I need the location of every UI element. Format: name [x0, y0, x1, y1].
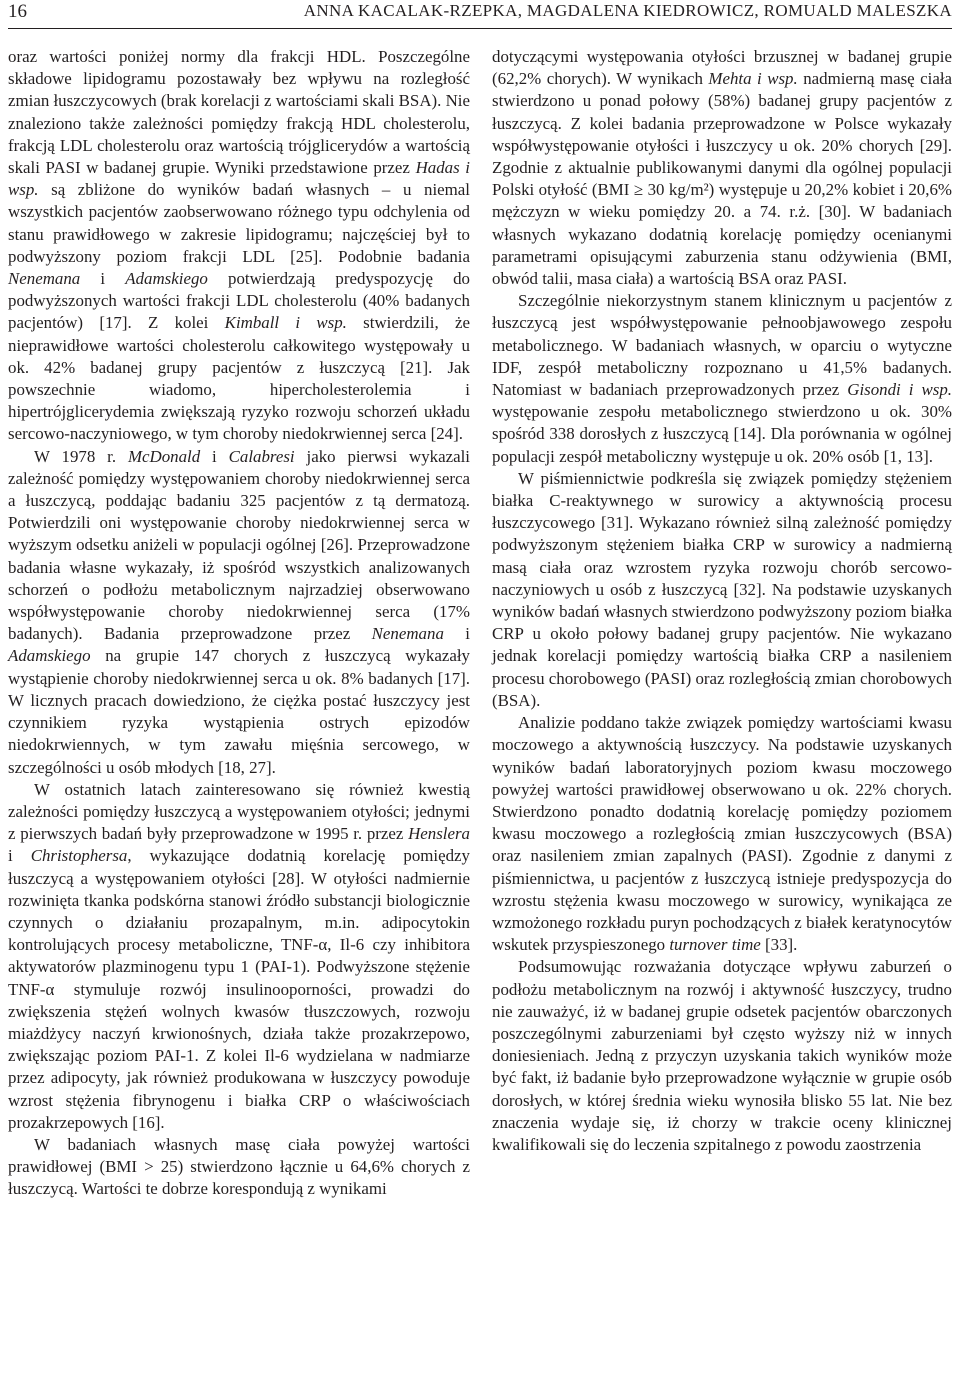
- paragraph: W piśmiennictwie podkreśla się związek pomiędzy stężeniem białka C-reaktywnego w surowicy a aktywnością procesu łuszczycowego [31]. Wykazano również silną zależność pomiędzy podwyższonym stężeniem białka CRP w surowicy a nadmierną masą ciała oraz wzrostem ryzyka rozwoju chorób sercowo-naczyniowych u osób z łuszczycą [32]. Na podstawie uzyskanych wyników badań własnych stwierdzono podwyższony poziom białka CRP u około połowy badanej grupy pacjentów. Nie wykazano jednak korelacji pomiędzy wartością białka CRP a nasileniem procesu chorobowego (PASI) oraz rozległością zmian chorobowych (BSA).: [492, 468, 952, 710]
- page-header: [8, 0, 952, 30]
- paragraph: W ostatnich latach zainteresowano się również kwestią zależności pomiędzy łuszczycą a występowaniem otyłości; jednymi z pierwszych badań były przeprowadzone w 1995 r. przez Henslera i Christophersa, wykazujące dodatnią korelację pomiędzy łuszczycą a występowaniem otyłości [28]. W otyłości nadmiernie rozwinięta tkanka podskórna stanowi źródło substancji biologicznie czynnych o działaniu prozapalnym, m.in. adipocytokin kontrolujących procesy metaboliczne, TNF-α, Il-6 czy inhibitora aktywatorów plazminogenu typu 1 (PAI-1). Podwyższone stężenie TNF-α stymuluje rozwój insulinooporności, prowadzi do zwiększenia stężeń wolnych kwasów tłuszczowych, rozwoju miażdżycy naczyń krwionośnych, działa także prozakrzepowo, zwiększając poziom PAI-1. Z kolei Il-6 wydzielana w nadmiarze przez adipocyty, jak również produkowana w łuszczycy powoduje wzrost stężenia fibrynogenu i białka CRP o właściwościach prozakrzepowych [16].: [8, 779, 470, 1132]
- paragraph: W badaniach własnych masę ciała powyżej wartości prawidłowej (BMI > 25) stwierdzono łącznie u 64,6% chorych z łuszczycą. Wartości te dobrze korespondują z wynikami: [8, 1134, 470, 1199]
- running-head: ANNA KACALAK-RZEPKA, MAGDALENA KIEDROWICZ, ROMUALD MALESZKA: [303, 1, 952, 20]
- paragraph: oraz wartości poniżej normy dla frakcji HDL. Poszczególne składowe lipidogramu pozostawały bez wpływu na rozległość zmian łuszczycowych (brak korelacji z wartościami skali BSA). Nie znaleziono także zależności pomiędzy frakcją HDL cholesterolu, frakcją LDL cholesterolu oraz wartością trójglicerydów a wartością skali PASI w badanej grupie. Wyniki przedstawione przez Hadas i wsp. są zbliżone do wyników badań własnych – u niemal wszystkich pacjentów zaobserwowano różnego typu odchylenia od stanu prawidłowego w zakresie lipidogramu; najczęściej był to podwyższony poziom frakcji LDL [25]. Podobnie badania Nenemana i Adamskiego potwierdzają predyspozycję do podwyższonych wartości frakcji LDL cholesterolu (40% badanych pacjentów) [17]. Z kolei Kimball i wsp. stwierdzili, że nieprawidłowe wartości cholesterolu całkowitego występowały u ok. 42% badanej grupy pacjentów z łuszczycą [21]. Jak powszechnie wiadomo, hipercholesterolemia i hipertrójglicerydemia zwiększają ryzyko rozwoju schorzeń układu sercowo-naczyniowego, w tym choroby niedokrwiennej serca [24].: [8, 47, 470, 444]
- paragraph: Szczególnie niekorzystnym stanem klinicznym u pacjentów z łuszczycą jest współwystępowanie pełnoobjawowego zespołu metabolicznego. W badaniach własnych, w oparciu o wytyczne IDF, zespół metaboliczny rozpoznano u 41,5% badanych. Natomiast w badaniach przeprowadzonych przez Gisondi i wsp. występowanie zespołu metabolicznego stwierdzono u ok. 30% spośród 338 dorosłych z łuszczycą [14]. Dla porównania w ogólnej populacji zespół metaboliczny występuje u ok. 20% osób [1, 13].: [492, 291, 952, 466]
- left-column: [8, 46, 470, 1201]
- header-rule: [8, 28, 952, 29]
- paragraph: dotyczącymi występowania otyłości brzusznej w badanej grupie (62,2% chorych). W wynikach Mehta i wsp. nadmierną masę ciała stwierdzono u ponad połowy (58%) badanej grupy pacjentów z łuszczycą. Z kolei badania przeprowadzone w Polsce wykazały współwystępowanie otyłości i łuszczycy u ok. 20% chorych [29]. Zgodnie z aktualnie publikowanymi danymi dla ogólnej populacji Polski otyłość (BMI ≥ 30 kg/m²) występuje u 20,2% kobiet i 20,6% mężczyzn w wieku pomiędzy 20. a 74. r.ż. [30]. W badaniach własnych wykazano dodatnią korelację pomiędzy ocenianymi parametrami opisującymi zaburzenia stanu odżywienia (BMI, obwód talii, masa ciała) a wartością BSA oraz PASI.: [492, 47, 953, 289]
- paragraph: W 1978 r. McDonald i Calabresi jako pierwsi wykazali zależność pomiędzy występowaniem choroby niedokrwiennej serca a łuszczycą, poddając badaniu 325 pacjentów z tą dermatozą. Potwierdzili oni występowanie choroby niedokrwiennej serca w wyższym odsetku aniżeli w populacji ogólnej [26]. Przeprowadzone badania własne wykazały, iż spośród wszystkich analizowanych schorzeń o podłożu metabolicznym najrzadziej obserwowano współwystępowanie choroby niedokrwiennej serca (17% badanych). Badania przeprowadzone przez Nenemana i Adamskiego na grupie 147 chorych z łuszczycą wykazały wystąpienie choroby niedokrwiennej serca u ok. 8% badanych [17]. W licznych pracach dowiedziono, że ciężka postać łuszczycy jest czynnikiem ryzyka wystąpienia ostrych epizodów niedokrwiennych, w tym zawału mięśnia sercowego, w szczególności u osób młodych [18, 27].: [8, 446, 471, 777]
- paragraph: Analizie poddano także związek pomiędzy wartościami kwasu moczowego a aktywnością łuszczycy. Na podstawie uzyskanych wyników badań laboratoryjnych poziom kwasu moczowego powyżej wartości prawidłowej obserwowano u ok. 22% chorych. Stwierdzono ponadto dodatnią korelację pomiędzy poziomem kwasu moczowego a rozległością zmian łuszczycowych (BSA) oraz nasileniem zmian zapalnych (PASI). Zgodnie z danymi z piśmiennictwa, u pacjentów z łuszczycą istnieje predyspozycja do wzrostu stężenia kwasu moczowego w surowicy, wynikająca ze wzmożonego rozkładu puryn pochodzących z białek keratynocytów wskutek przyspieszonego turnover time [33].: [492, 713, 952, 955]
- right-column: [492, 46, 952, 1156]
- paragraph: Podsumowując rozważania dotyczące wpływu zaburzeń o podłożu metabolicznym na rozwój i aktywność łuszczycy, trudno nie zauważyć, iż w badanej grupie odsetek pacjentów obarczonych poszczególnymi zaburzeniami był często wyższy niż w innych doniesieniach. Jedną z przyczyn uzyskania takich wyników może być fakt, iż badanie było przeprowadzone wyłącznie w grupie osób dorosłych, w której średnia wieku wynosiła blisko 55 lat. Nie bez znaczenia wydaje się, iż chorzy w trakcie oceny klinicznej kwalifikowali się do leczenia szpitalnego z powodu zaostrzenia: [492, 957, 952, 1154]
- page-number: 16: [8, 1, 27, 22]
